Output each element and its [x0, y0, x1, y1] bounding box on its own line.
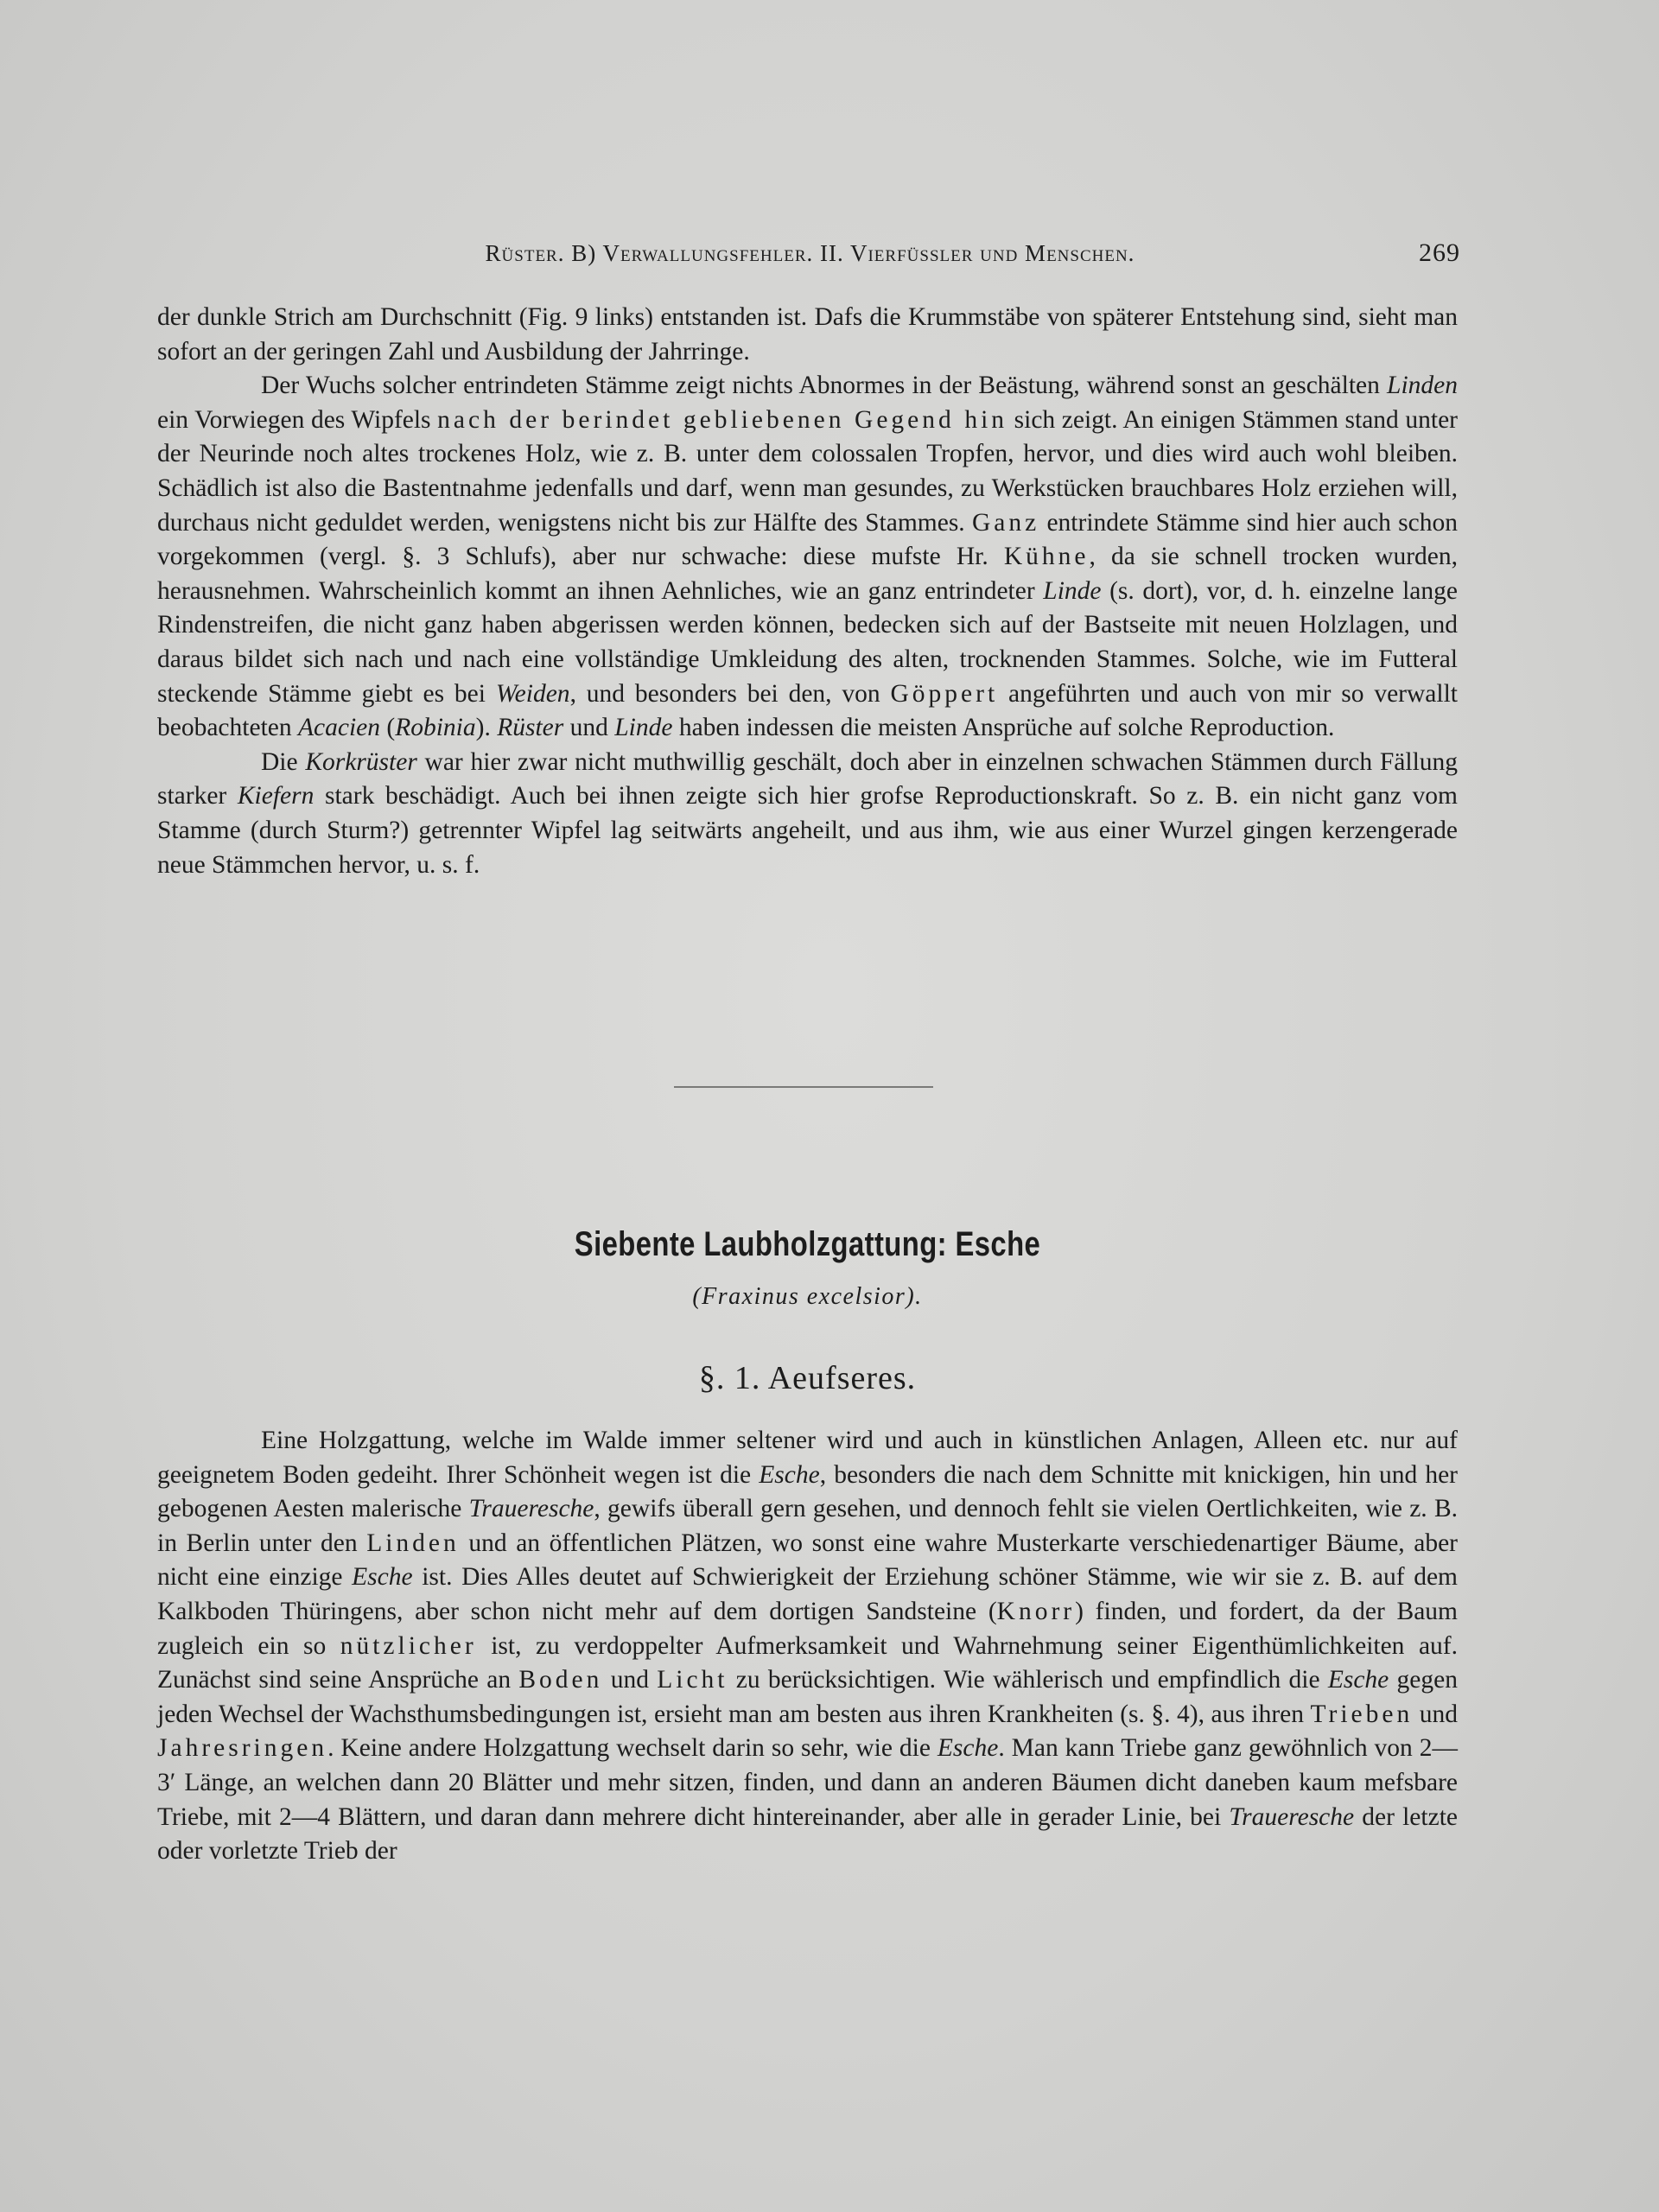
text-span: (	[380, 714, 396, 742]
text-span: entrindete Stämme sind hier auch schon vorgekommen (vergl. §. 3 Schlufs), aber nur schwache: diese mufste Hr.	[157, 508, 1458, 571]
text-span: ist. Dies Alles deutet auf Schwierigkeit der Erziehung schöner Stämme, wie wir sie z. B. auf dem Kalkboden Thüringens, aber schon nicht mehr auf dem dortigen Sandsteine (	[157, 1563, 1458, 1625]
paragraph-continuation	[157, 301, 1458, 369]
text-span: Die	[261, 747, 306, 776]
text-span: und	[602, 1666, 658, 1694]
text-span: ein Vorwiegen des Wipfels	[157, 405, 438, 434]
section-divider	[674, 1086, 933, 1088]
italic-term: Esche	[352, 1563, 413, 1592]
spaced-emphasis: Boden	[518, 1666, 603, 1694]
text-span: . Man kann Triebe ganz gewöhnlich von 2—3′ Länge, an welchen dann 20 Blätter und mehr sitzen, finden, und dann an anderen Bäumen dicht daneben kaum mefsbare Triebe, mit 2—4 Blättern, und daran dann mehrere dicht hintereinander, aber alle in gerader Linie, bei	[157, 1734, 1458, 1831]
italic-term: Weiden	[495, 679, 570, 708]
spaced-emphasis: Linden	[366, 1529, 460, 1557]
italic-term: Robinia	[395, 714, 476, 742]
running-head	[160, 235, 1460, 278]
text-span: und an öffentlichen Plätzen, wo sonst eine wahre Musterkarte verschiedenartiger Bäume, aber nicht eine einzige	[157, 1529, 1459, 1592]
text-span: . Keine andere Holzgattung wechselt darin so sehr, wie die	[327, 1734, 938, 1763]
text-span: (s. dort), vor, d. h. einzelne lange Rindenstreifen, die nicht ganz haben abgerissen werden können, bedecken sich auf der Bastseite mit neuen Holzlagen, und daraus bildet sich nach und nach eine vollständige Umkleidung des alten, trocknenden Stammes. Solche, wie im Futteral steckende Stämme giebt es bei	[157, 576, 1458, 708]
italic-term: Korkrüster	[305, 747, 417, 776]
text-span: der dunkle Strich am Durchschnitt (Fig. 9 links) entstanden ist. Dafs die Krummstäbe von späterer Entstehung sind, sieht man sofort an der geringen Zahl und Ausbildung der Jahrringe.	[157, 303, 1458, 365]
spaced-emphasis: Ganz	[971, 508, 1040, 537]
italic-term: Esche	[937, 1734, 999, 1763]
text-span: Eine Holzgattung, welche im Walde immer seltener wird und auch in künstlichen Anlagen, Alleen etc. nur auf geeignetem Boden gedeiht. Ihrer Schönheit wegen ist die	[157, 1427, 1458, 1489]
page-number: 269	[1419, 238, 1460, 267]
text-span: , und besonders bei den, von	[569, 679, 891, 708]
text-span: und	[563, 714, 615, 742]
paragraph-holzgattung	[157, 1424, 1458, 1869]
italic-term: Traueresche	[468, 1495, 594, 1523]
text-span: , gewifs überall gern gesehen, und dennoch fehlt sie vielen Oertlichkeiten, wie z. B. in Berlin unter den	[157, 1495, 1458, 1557]
text-span: der letzte oder vorletzte Trieb der	[157, 1802, 1458, 1866]
italic-term: Linde	[614, 714, 673, 742]
text-span: ) finden, und fordert, da der Baum zugleich ein so	[157, 1597, 1458, 1660]
italic-term: Traueresche	[1229, 1802, 1355, 1831]
text-span: stark beschädigt. Auch bei ihnen zeigte sich hier grofse Reproductionskraft. So z. B. ein nicht ganz vom Stamme (durch Sturm?) getrennter Wipfel lag seitwärts angeheilt, und aus ihm, wie aus einer Wurzel gingen kerzengerade neue Stämmchen hervor, u. s. f.	[157, 782, 1458, 879]
text-span: ist, zu verdoppelter Aufmerksamkeit und Wahrnehmung seiner Eigenthümlichkeiten auf. Zunächst sind seine Ansprüche an	[157, 1631, 1458, 1694]
text-span: , besonders die nach dem Schnitte mit knickigen, hin und her gebogenen Aesten malerische	[157, 1460, 1458, 1523]
running-head-title: Rüster. B) Verwallungsfehler. II. Vierfüssler und Menschen.	[485, 240, 1135, 266]
subsection-heading: §. 1. Aeufseres.	[698, 1360, 917, 1396]
italic-term: Rüster	[497, 714, 564, 742]
italic-term: Esche	[1327, 1666, 1389, 1694]
spaced-emphasis: Licht	[657, 1666, 728, 1694]
spaced-name: Kühne	[1003, 543, 1090, 571]
text-span: Der Wuchs solcher entrindeten Stämme zeigt nichts Abnormes in der Beästung, während sonst an geschälten	[261, 372, 1388, 400]
text-block-esche	[157, 1424, 1458, 1869]
italic-term: Linden	[1387, 372, 1458, 400]
text-span: angeführten und auch von mir so verwallt beobachteten	[157, 679, 1458, 742]
text-span: zu berücksichtigen. Wie wählerisch und empfindlich die	[728, 1666, 1328, 1694]
italic-term: Acacien	[298, 714, 380, 742]
paragraph-wuchs	[157, 369, 1458, 746]
spaced-emphasis: nach der berindet gebliebenen Gegend hin	[437, 405, 1008, 434]
text-span: war hier zwar nicht muthwillig geschält, doch aber in einzelnen schwachen Stämmen durch Fällung starker	[157, 747, 1459, 810]
italic-term: Esche	[759, 1460, 820, 1489]
paragraph-korkruester	[157, 746, 1458, 882]
spaced-emphasis: Trieben	[1310, 1700, 1414, 1728]
text-span: und	[1413, 1700, 1459, 1728]
text-span: haben indessen die meisten Ansprüche auf solche Reproduction.	[672, 714, 1335, 742]
section-subtitle: (Fraxinus excelsior).	[692, 1283, 923, 1310]
spaced-emphasis: Jahresringen	[157, 1734, 328, 1763]
text-block-ruester	[157, 301, 1458, 882]
text-span: gegen jeden Wechsel der Wachsthumsbedingungen ist, ersieht man am besten aus ihren Krankheiten (s. §. 4), aus ihren	[157, 1666, 1458, 1728]
spaced-name: Knorr	[996, 1597, 1076, 1625]
spaced-emphasis: nützlicher	[340, 1631, 477, 1660]
text-span: sich zeigt. An einigen Stämmen stand unter der Neurinde noch altes trockenes Holz, wie z. B. unter dem colossalen Tropfen, hervor, und dies wird auch wohl bleiben. Schädlich ist also die Bastentnahme jedenfalls und darf, wenn man gesundes, zu Werkstücken brauchbares Holz erziehen will, durchaus nicht geduldet werden, wenigstens nicht bis zur Hälfte des Stammes.	[157, 405, 1458, 537]
italic-term: Linde	[1043, 576, 1102, 605]
italic-term: Kiefern	[237, 782, 315, 810]
section-title: Siebente Laubholzgattung: Esche	[574, 1225, 1041, 1263]
text-span: ).	[475, 714, 498, 742]
text-span: , da sie schnell trocken wurden, herausnehmen. Wahrscheinlich kommt an ihnen Aehnliches, wie an ganz entrindeter	[157, 543, 1458, 605]
spaced-name: Göppert	[890, 679, 999, 708]
